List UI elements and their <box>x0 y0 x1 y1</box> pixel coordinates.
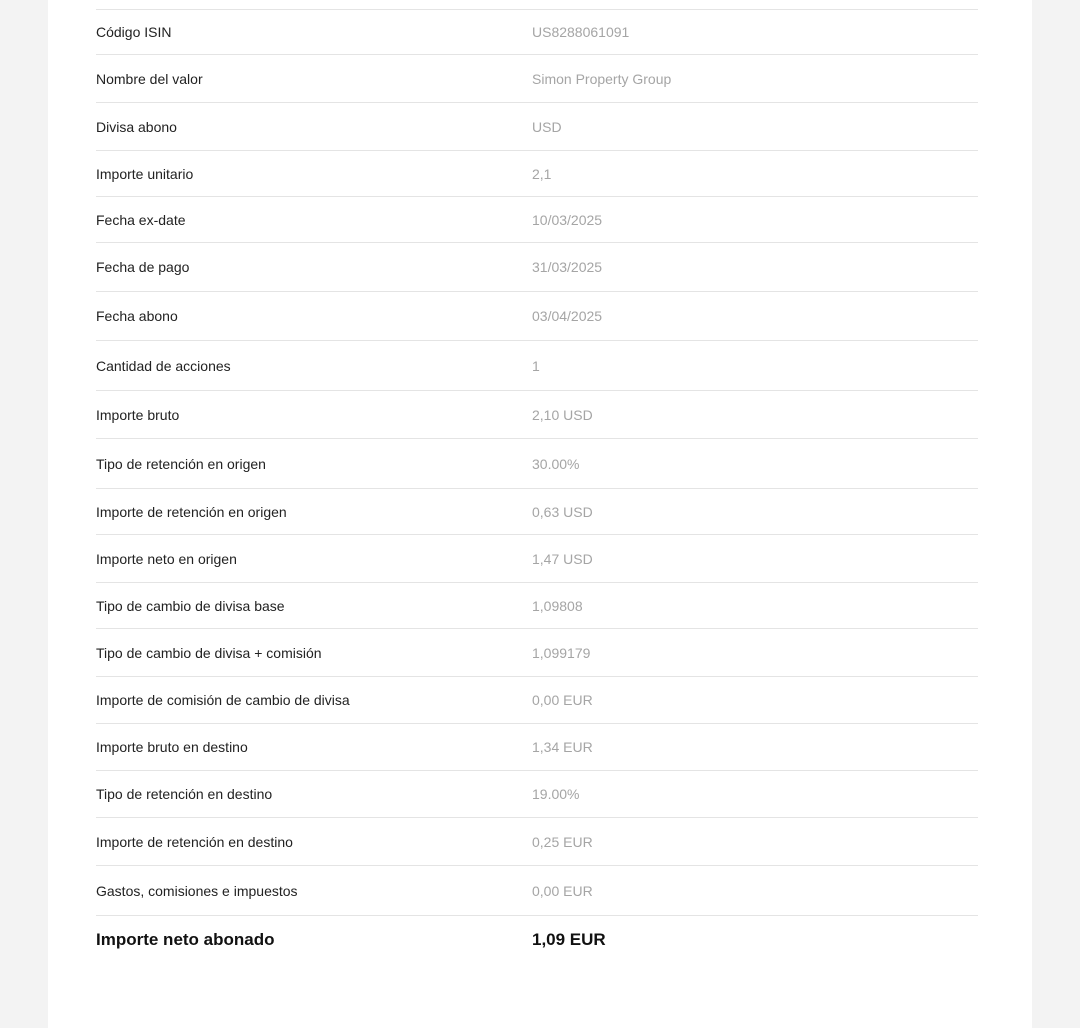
row-gross-amount <box>96 391 978 439</box>
row-label: Fecha abono <box>96 308 178 324</box>
row-value: 31/03/2025 <box>532 259 603 275</box>
row-exchange-rate-with-fee <box>96 629 978 677</box>
row-value: 0,00 EUR <box>532 692 593 708</box>
row-credit-date <box>96 292 978 341</box>
row-net-credited-amount <box>96 916 978 964</box>
row-value: 1,09 EUR <box>532 930 606 949</box>
row-isin <box>96 10 978 55</box>
row-value: Simon Property Group <box>532 70 672 87</box>
row-value: 19.00% <box>532 786 580 802</box>
row-exchange-fee-amount <box>96 677 978 724</box>
row-label: Importe de retención en destino <box>96 833 293 850</box>
row-destination-gross-amount <box>96 724 978 771</box>
row-base-exchange-rate <box>96 583 978 629</box>
row-value: 2,10 USD <box>532 406 593 423</box>
row-label: Tipo de retención en origen <box>96 455 266 472</box>
row-payment-date <box>96 243 978 292</box>
row-label: Importe bruto en destino <box>96 739 248 755</box>
row-label: Importe de comisión de cambio de divisa <box>96 692 350 708</box>
row-security-name <box>96 55 978 103</box>
row-ex-date <box>96 197 978 243</box>
row-value: 1,099179 <box>532 644 591 661</box>
row-label: Importe de retención en origen <box>96 503 287 520</box>
row-value: 1,34 EUR <box>532 739 593 755</box>
row-value: 0,00 EUR <box>532 882 593 899</box>
dividend-detail-card <box>48 0 1032 1028</box>
row-label: Tipo de cambio de divisa + comisión <box>96 644 322 661</box>
row-label: Divisa abono <box>96 118 177 135</box>
row-payment-currency <box>96 103 978 151</box>
row-label: Importe neto abonado <box>96 930 275 949</box>
row-value: US8288061091 <box>532 24 630 40</box>
row-origin-withholding-amount <box>96 489 978 535</box>
row-value: 03/04/2025 <box>532 308 603 324</box>
row-label: Tipo de cambio de divisa base <box>96 597 285 614</box>
row-destination-withholding-rate <box>96 771 978 818</box>
row-label: Código ISIN <box>96 24 172 40</box>
row-fees-and-taxes <box>96 866 978 916</box>
row-origin-withholding-rate <box>96 439 978 489</box>
row-label: Fecha de pago <box>96 259 190 275</box>
row-origin-net-amount <box>96 535 978 583</box>
row-value: 10/03/2025 <box>532 211 603 228</box>
row-value: 1,09808 <box>532 597 583 614</box>
row-label: Gastos, comisiones e impuestos <box>96 882 298 899</box>
row-value: 0,63 USD <box>532 503 593 520</box>
row-label: Importe bruto <box>96 406 180 423</box>
row-unit-amount <box>96 151 978 197</box>
row-label: Importe unitario <box>96 165 194 182</box>
row-label: Importe neto en origen <box>96 550 237 567</box>
row-value: 30.00% <box>532 455 580 472</box>
row-value: USD <box>532 118 562 135</box>
row-share-quantity <box>96 341 978 391</box>
row-value: 0,25 EUR <box>532 833 593 850</box>
row-label: Tipo de retención en destino <box>96 786 273 802</box>
row-label: Cantidad de acciones <box>96 357 231 374</box>
row-value: 2,1 <box>532 165 552 182</box>
row-value: 1 <box>532 357 540 374</box>
row-label: Nombre del valor <box>96 70 203 87</box>
row-label: Fecha ex-date <box>96 211 186 228</box>
row-destination-withholding-amount <box>96 818 978 866</box>
row-value: 1,47 USD <box>532 550 593 567</box>
